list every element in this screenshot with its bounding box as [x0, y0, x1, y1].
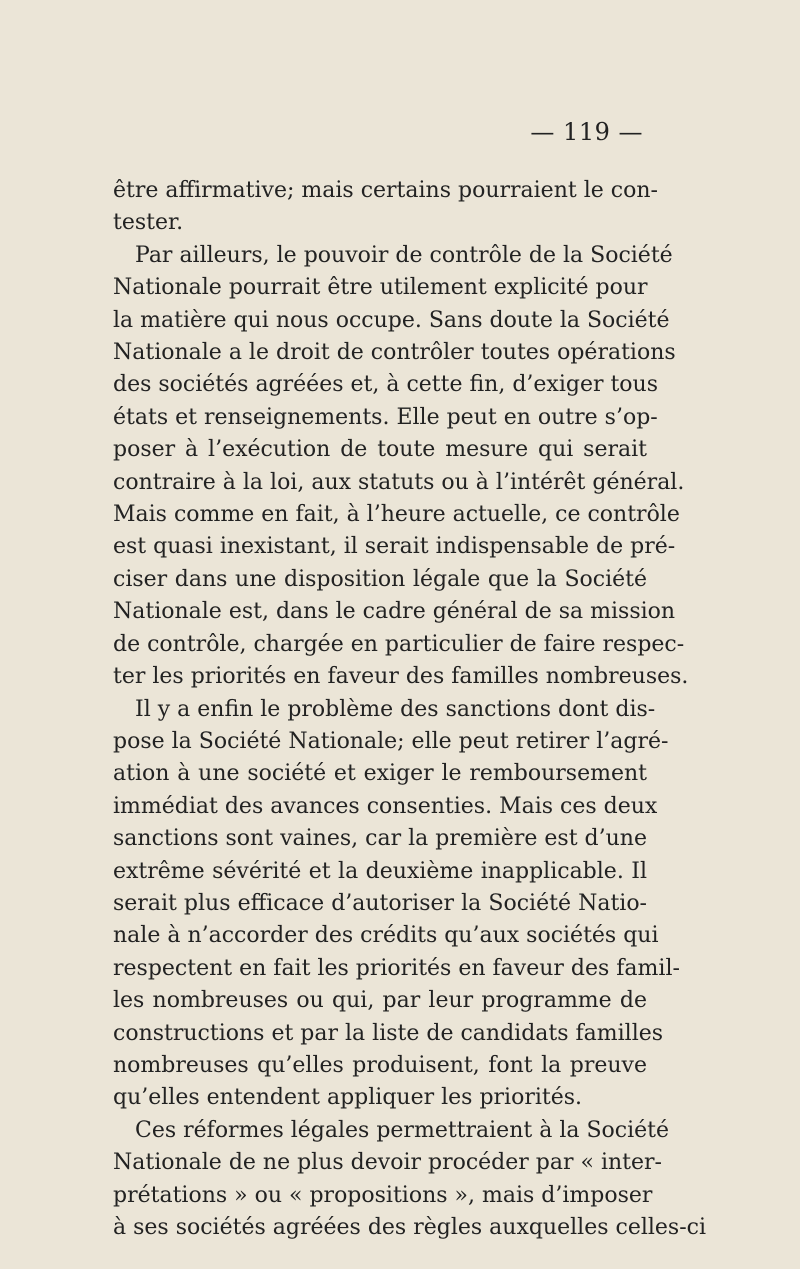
text-line: Par ailleurs, le pouvoir de contrôle de la Société [135, 242, 673, 268]
body-text [113, 175, 707, 1244]
text-line: de contrôle, chargée en particulier de faire respec- [113, 631, 685, 657]
text-line: prétations » ou « propositions », mais d’imposer [113, 1182, 653, 1208]
text-line: à ses sociétés agréées des règles auxquelles celles-ci [113, 1215, 707, 1240]
text-line: immédiat des avances consenties. Mais ces deux [113, 793, 658, 819]
text-line: qu’elles entendent appliquer les priorités. [113, 1085, 583, 1111]
text-line: la matière qui nous occupe. Sans doute la Société [113, 307, 670, 333]
text-line: nale à n’accorder des crédits qu’aux sociétés qui [113, 923, 659, 949]
text-line: contraire à la loi, aux statuts ou à l’intérêt général. [113, 469, 685, 495]
text-line: Ces réformes légales permettraient à la Société [135, 1117, 670, 1143]
text-line: ter les priorités en faveur des familles nombreuses. [113, 664, 689, 690]
text-line: des sociétés agréées et, à cette fin, d’exiger tous [113, 372, 659, 398]
text-line: Nationale pourrait être utilement explicité pour [113, 275, 648, 301]
text-line: respectent en fait les priorités en faveur des famil- [113, 955, 680, 981]
text-line: est quasi inexistant, il serait indispensable de pré- [113, 534, 676, 560]
text-line: nombreuses qu’elles produisent, font la preuve [113, 1052, 647, 1078]
text-line: constructions et par la liste de candidats familles [113, 1020, 664, 1046]
text-line: ciser dans une disposition légale que la Société [113, 566, 647, 592]
text-line: extrême sévérité et la deuxième inapplicable. Il [113, 858, 647, 884]
text-line: les nombreuses ou qui, par leur programme de [113, 988, 647, 1014]
text-line: être affirmative; mais certains pourraient le con- [113, 178, 658, 203]
text-line: Nationale est, dans le cadre général de sa mission [113, 599, 676, 625]
text-line: serait plus efficace d’autoriser la Société Natio- [113, 890, 647, 916]
text-line: Nationale de ne plus devoir procéder par « inter- [113, 1150, 662, 1176]
text-line: Il y a enfin le problème des sanctions dont dis- [135, 696, 656, 722]
text-line: pose la Société Nationale; elle peut retirer l’agré- [113, 728, 669, 754]
text-line: Nationale a le droit de contrôler toutes opérations [113, 340, 676, 366]
text-line: Mais comme en fait, à l’heure actuelle, ce contrôle [113, 502, 680, 528]
text-line: sanctions sont vaines, car la première est d’une [113, 826, 647, 852]
text-line: poser à l’exécution de toute mesure qui serait [113, 437, 647, 463]
page-number: — 119 — [530, 118, 643, 146]
text-line: tester. [113, 210, 184, 236]
text-line: états et renseignements. Elle peut en outre s’op- [113, 404, 658, 430]
text-line: ation à une société et exiger le remboursement [113, 761, 647, 787]
